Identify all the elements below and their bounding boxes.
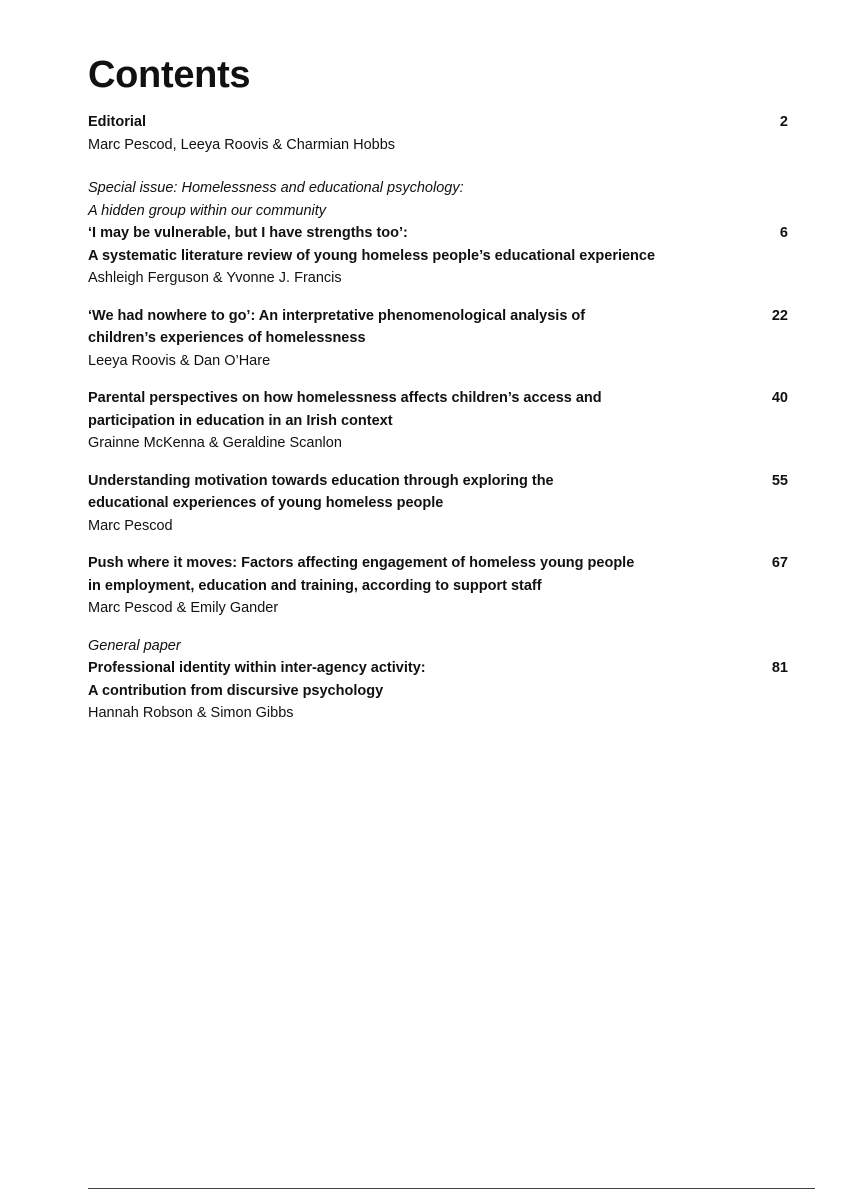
article-title: in employment, education and training, according to support staff: [88, 577, 542, 594]
toc-entry: [88, 305, 788, 373]
page-number: 40: [771, 390, 788, 406]
article-authors: Leeya Roovis & Dan O’Hare: [88, 352, 271, 369]
page-number: 55: [771, 472, 788, 489]
article-title: Understanding motivation towards education through exploring the: [88, 472, 554, 489]
page-number: 81: [771, 660, 788, 676]
toc-entry: [88, 470, 788, 538]
article-title: Push where it moves: Factors affecting engagement of homeless young people: [88, 555, 635, 571]
toc-entry-general-paper: [88, 635, 788, 725]
article-authors: Grainne McKenna & Geraldine Scanlon: [88, 435, 342, 451]
article-title: educational experiences of young homeless people: [88, 495, 444, 511]
article-title: A contribution from discursive psychology: [88, 682, 384, 699]
page-number: 2: [779, 114, 788, 130]
table-of-contents: [88, 111, 788, 740]
toc-entry: [88, 552, 788, 620]
section-label: Special issue: Homelessness and educational psychology:: [88, 180, 464, 196]
article-authors: Hannah Robson & Simon Gibbs: [88, 705, 294, 721]
toc-entry-special-issue: [88, 177, 788, 290]
page-number: 67: [771, 555, 788, 571]
page-title: Contents: [88, 54, 251, 96]
article-title: children’s experiences of homelessness: [88, 330, 366, 346]
page-number: 22: [771, 307, 788, 324]
section-label: General paper: [88, 637, 181, 654]
footer-rule: [88, 1188, 815, 1189]
section-label: A hidden group within our community: [88, 202, 327, 219]
article-authors: Ashleigh Ferguson & Yvonne J. Francis: [88, 270, 342, 286]
article-title: Editorial: [88, 114, 147, 130]
article-title: Parental perspectives on how homelessness affects children’s access and: [88, 390, 602, 406]
toc-entry: [88, 387, 788, 455]
article-authors: Marc Pescod, Leeya Roovis & Charmian Hobbs: [88, 136, 396, 153]
article-title: Professional identity within inter-agency activity:: [88, 660, 426, 676]
article-title: participation in education in an Irish context: [88, 412, 393, 429]
page-number: 6: [779, 225, 788, 241]
article-authors: Marc Pescod & Emily Gander: [88, 600, 279, 616]
article-title: A systematic literature review of young homeless people’s educational experience: [88, 247, 656, 264]
article-authors: Marc Pescod: [88, 517, 173, 534]
article-title: ‘We had nowhere to go’: An interpretative phenomenological analysis of: [88, 307, 586, 324]
article-title: ‘I may be vulnerable, but I have strengths too’:: [88, 225, 408, 241]
toc-entry-editorial: [88, 111, 788, 156]
